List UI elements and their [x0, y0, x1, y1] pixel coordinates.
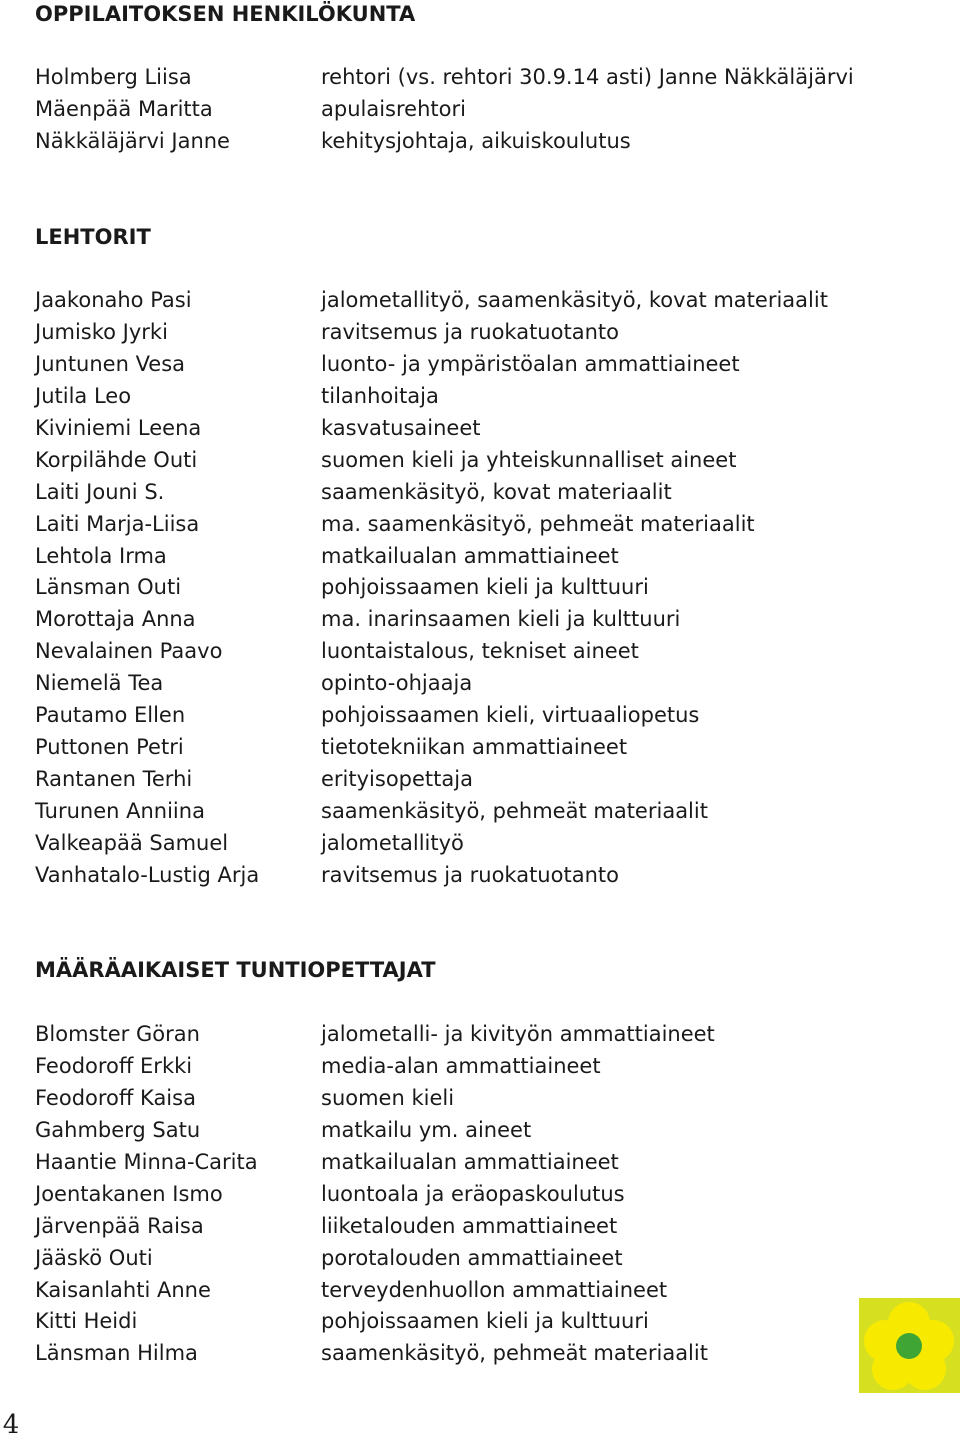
person-row: [0, 1338, 960, 1370]
person-role: saamenkäsityö, pehmeät materiaalit: [321, 1341, 708, 1366]
person-role: matkailualan ammattiaineet: [321, 1149, 619, 1174]
person-role: rehtori (vs. rehtori 30.9.14 asti) Janne Näkkäläjärvi: [321, 65, 854, 89]
section-title-fixed-term-teachers: MÄÄRÄAIKAISET TUNTIOPETTAJAT: [35, 958, 436, 982]
person-role: opinto-ohjaaja: [321, 671, 473, 696]
person-name: Korpilähde Outi: [35, 447, 198, 472]
person-name: Laiti Jouni S.: [35, 479, 165, 504]
person-name: Haantie Minna-Carita: [35, 1149, 258, 1174]
lecturers-list: [0, 285, 960, 892]
person-role: tilanhoitaja: [321, 383, 439, 408]
person-role: kehitysjohtaja, aikuiskoulutus: [321, 128, 631, 153]
person-row: [0, 477, 960, 509]
person-name: Pautamo Ellen: [35, 703, 186, 728]
person-name: Kiviniemi Leena: [35, 415, 202, 440]
person-role: jalometalli- ja kivityön ammattiaineet: [321, 1022, 715, 1046]
person-row: [0, 509, 960, 541]
person-name: Feodoroff Kaisa: [35, 1085, 196, 1110]
person-name: Laiti Marja-Liisa: [35, 511, 200, 536]
person-row: [0, 1306, 960, 1338]
person-role: ravitsemus ja ruokatuotanto: [321, 862, 619, 887]
fixed-term-teachers-list: [0, 1019, 960, 1370]
person-name: Länsman Outi: [35, 575, 182, 600]
person-name: Vanhatalo-Lustig Arja: [35, 862, 260, 887]
person-row: [0, 1211, 960, 1243]
person-row: [0, 700, 960, 732]
person-row: [0, 445, 960, 477]
person-role: matkailualan ammattiaineet: [321, 543, 619, 568]
staff-list: [0, 62, 960, 158]
person-role: media-alan ammattiaineet: [321, 1053, 601, 1078]
person-row: [0, 604, 960, 636]
person-row: [0, 94, 960, 126]
flower-icon: [859, 1298, 960, 1393]
person-row: [0, 764, 960, 796]
person-row: [0, 541, 960, 573]
person-row: [0, 62, 960, 94]
person-row: [0, 796, 960, 828]
person-name: Jutila Leo: [35, 383, 132, 408]
person-name: Gahmberg Satu: [35, 1117, 201, 1142]
person-row: [0, 285, 960, 317]
person-row: [0, 732, 960, 764]
person-row: [0, 860, 960, 892]
person-name: Nevalainen Paavo: [35, 639, 223, 664]
person-role: terveydenhuollon ammattiaineet: [321, 1277, 668, 1302]
person-name: Jääskö Outi: [35, 1245, 153, 1270]
person-role: pohjoissaamen kieli, virtuaaliopetus: [321, 703, 700, 728]
person-role: suomen kieli ja yhteiskunnalliset aineet: [321, 447, 737, 472]
person-row: [0, 1275, 960, 1307]
person-role: apulaisrehtori: [321, 96, 466, 121]
person-name: Morottaja Anna: [35, 607, 196, 632]
person-row: [0, 1147, 960, 1179]
person-name: Valkeapää Samuel: [35, 830, 229, 855]
person-name: Joentakanen Ismo: [35, 1181, 223, 1206]
page-number: 4: [2, 1410, 20, 1440]
section-title-staff: OPPILAITOKSEN HENKILÖKUNTA: [35, 2, 416, 26]
person-row: [0, 668, 960, 700]
person-row: [0, 413, 960, 445]
person-name: Kitti Heidi: [35, 1309, 138, 1334]
person-role: suomen kieli: [321, 1085, 455, 1110]
person-role: ma. inarinsaamen kieli ja kulttuuri: [321, 607, 681, 632]
person-name: Turunen Anniina: [35, 799, 205, 823]
person-row: [0, 381, 960, 413]
person-role: tietotekniikan ammattiaineet: [321, 735, 628, 760]
person-role: pohjoissaamen kieli ja kulttuuri: [321, 575, 649, 600]
person-name: Rantanen Terhi: [35, 767, 193, 792]
person-name: Lehtola Irma: [35, 543, 167, 568]
person-role: matkailu ym. aineet: [321, 1117, 532, 1142]
person-name: Puttonen Petri: [35, 735, 184, 760]
person-role: jalometallityö: [321, 830, 464, 855]
person-role: ma. saamenkäsityö, pehmeät materiaalit: [321, 511, 755, 536]
person-role: kasvatusaineet: [321, 415, 481, 440]
person-row: [0, 1179, 960, 1211]
person-row: [0, 1019, 960, 1051]
person-row: [0, 636, 960, 668]
person-name: Mäenpää Maritta: [35, 96, 213, 121]
person-row: [0, 572, 960, 604]
person-row: [0, 317, 960, 349]
person-role: ravitsemus ja ruokatuotanto: [321, 319, 619, 344]
person-role: porotalouden ammattiaineet: [321, 1245, 623, 1270]
person-name: Niemelä Tea: [35, 671, 164, 696]
person-name: Kaisanlahti Anne: [35, 1277, 211, 1302]
person-role: jalometallityö, saamenkäsityö, kovat materiaalit: [321, 288, 828, 312]
person-role: luontoala ja eräopaskoulutus: [321, 1181, 625, 1206]
person-name: Feodoroff Erkki: [35, 1053, 193, 1078]
person-role: luonto- ja ympäristöalan ammattiaineet: [321, 351, 740, 376]
person-role: liiketalouden ammattiaineet: [321, 1213, 618, 1238]
person-name: Järvenpää Raisa: [35, 1213, 204, 1238]
person-row: [0, 828, 960, 860]
person-name: Holmberg Liisa: [35, 65, 192, 89]
person-name: Länsman Hilma: [35, 1341, 198, 1366]
person-role: erityisopettaja: [321, 767, 473, 792]
person-row: [0, 1115, 960, 1147]
person-row: [0, 1243, 960, 1275]
person-name: Jumisko Jyrki: [35, 319, 168, 344]
person-role: pohjoissaamen kieli ja kulttuuri: [321, 1309, 649, 1334]
person-name: Blomster Göran: [35, 1022, 200, 1046]
person-role: saamenkäsityö, kovat materiaalit: [321, 479, 672, 504]
person-role: saamenkäsityö, pehmeät materiaalit: [321, 799, 708, 823]
person-name: Juntunen Vesa: [35, 351, 186, 376]
person-row: [0, 126, 960, 158]
flower-graphic: [859, 1298, 960, 1393]
person-name: Jaakonaho Pasi: [35, 288, 192, 312]
person-role: luontaistalous, tekniset aineet: [321, 639, 639, 664]
person-row: [0, 1083, 960, 1115]
flower-center: [896, 1333, 922, 1359]
person-name: Näkkäläjärvi Janne: [35, 128, 230, 153]
person-row: [0, 1051, 960, 1083]
person-row: [0, 349, 960, 381]
section-title-lecturers: LEHTORIT: [35, 225, 151, 249]
